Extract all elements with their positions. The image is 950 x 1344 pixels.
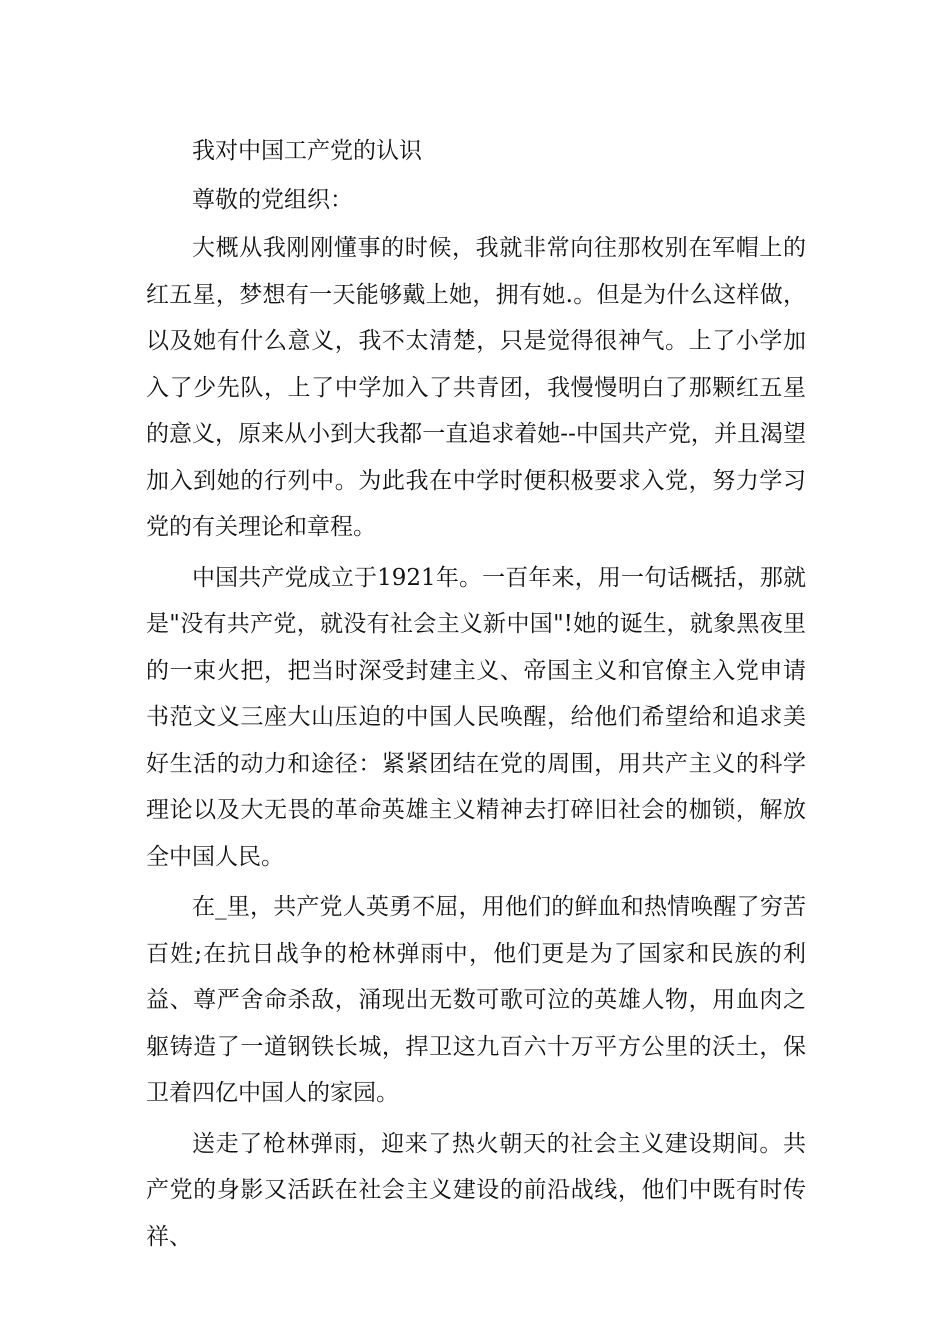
salutation: 尊敬的党组织： [192, 186, 353, 213]
document-body [146, 128, 806, 1264]
paragraph-2: 中国共产党成立于1921年。一百年来，用一句话概括，那就是"没有共产党，就没有社会主义新中国"!她的诞生，就象黑夜里的一束火把，把当时深受封建主义、帝国主义和官僚主入党申请书范文义三座大山压迫的中国人民唤醒，给他们希望给和追求美好生活的动力和途径：紧紧团结在党的周围，用共产主义的科学理论以及大无畏的革命英雄主义精神去打碎旧社会的枷锁，解放全中国人民。 [146, 564, 806, 870]
paragraph-1: 大概从我刚刚懂事的时候，我就非常向往那枚别在军帽上的红五星，梦想有一天能够戴上她，拥有她.。但是为什么这样做，以及她有什么意义，我不太清楚，只是觉得很神气。上了小学加入了少先队，上了中学加入了共青团，我慢慢明白了那颗红五星的意义，原来从小到大我都一直追求着她--中国共产党，并且渴望加入到她的行列中。为此我在中学时便积极要求入党，努力学习党的有关理论和章程。 [146, 235, 806, 540]
paragraph-4: 送走了枪林弹雨，迎来了热火朝天的社会主义建设期间。共产党的身影又活跃在社会主义建设的前沿战线，他们中既有时传祥、 [146, 1130, 806, 1250]
document-title: 我对中国工产党的认识 [192, 138, 422, 164]
paragraph-3: 在_里，共产党人英勇不屈，用他们的鲜血和热情唤醒了穷苦百姓;在抗日战争的枪林弹雨中，他们更是为了国家和民族的利益、尊严舍命杀敌，涌现出无数可歌可泣的英雄人物，用血肉之躯铸造了一道钢铁长城，捍卫这九百六十万平方公里的沃土，保卫着四亿中国人的家园。 [146, 894, 806, 1106]
